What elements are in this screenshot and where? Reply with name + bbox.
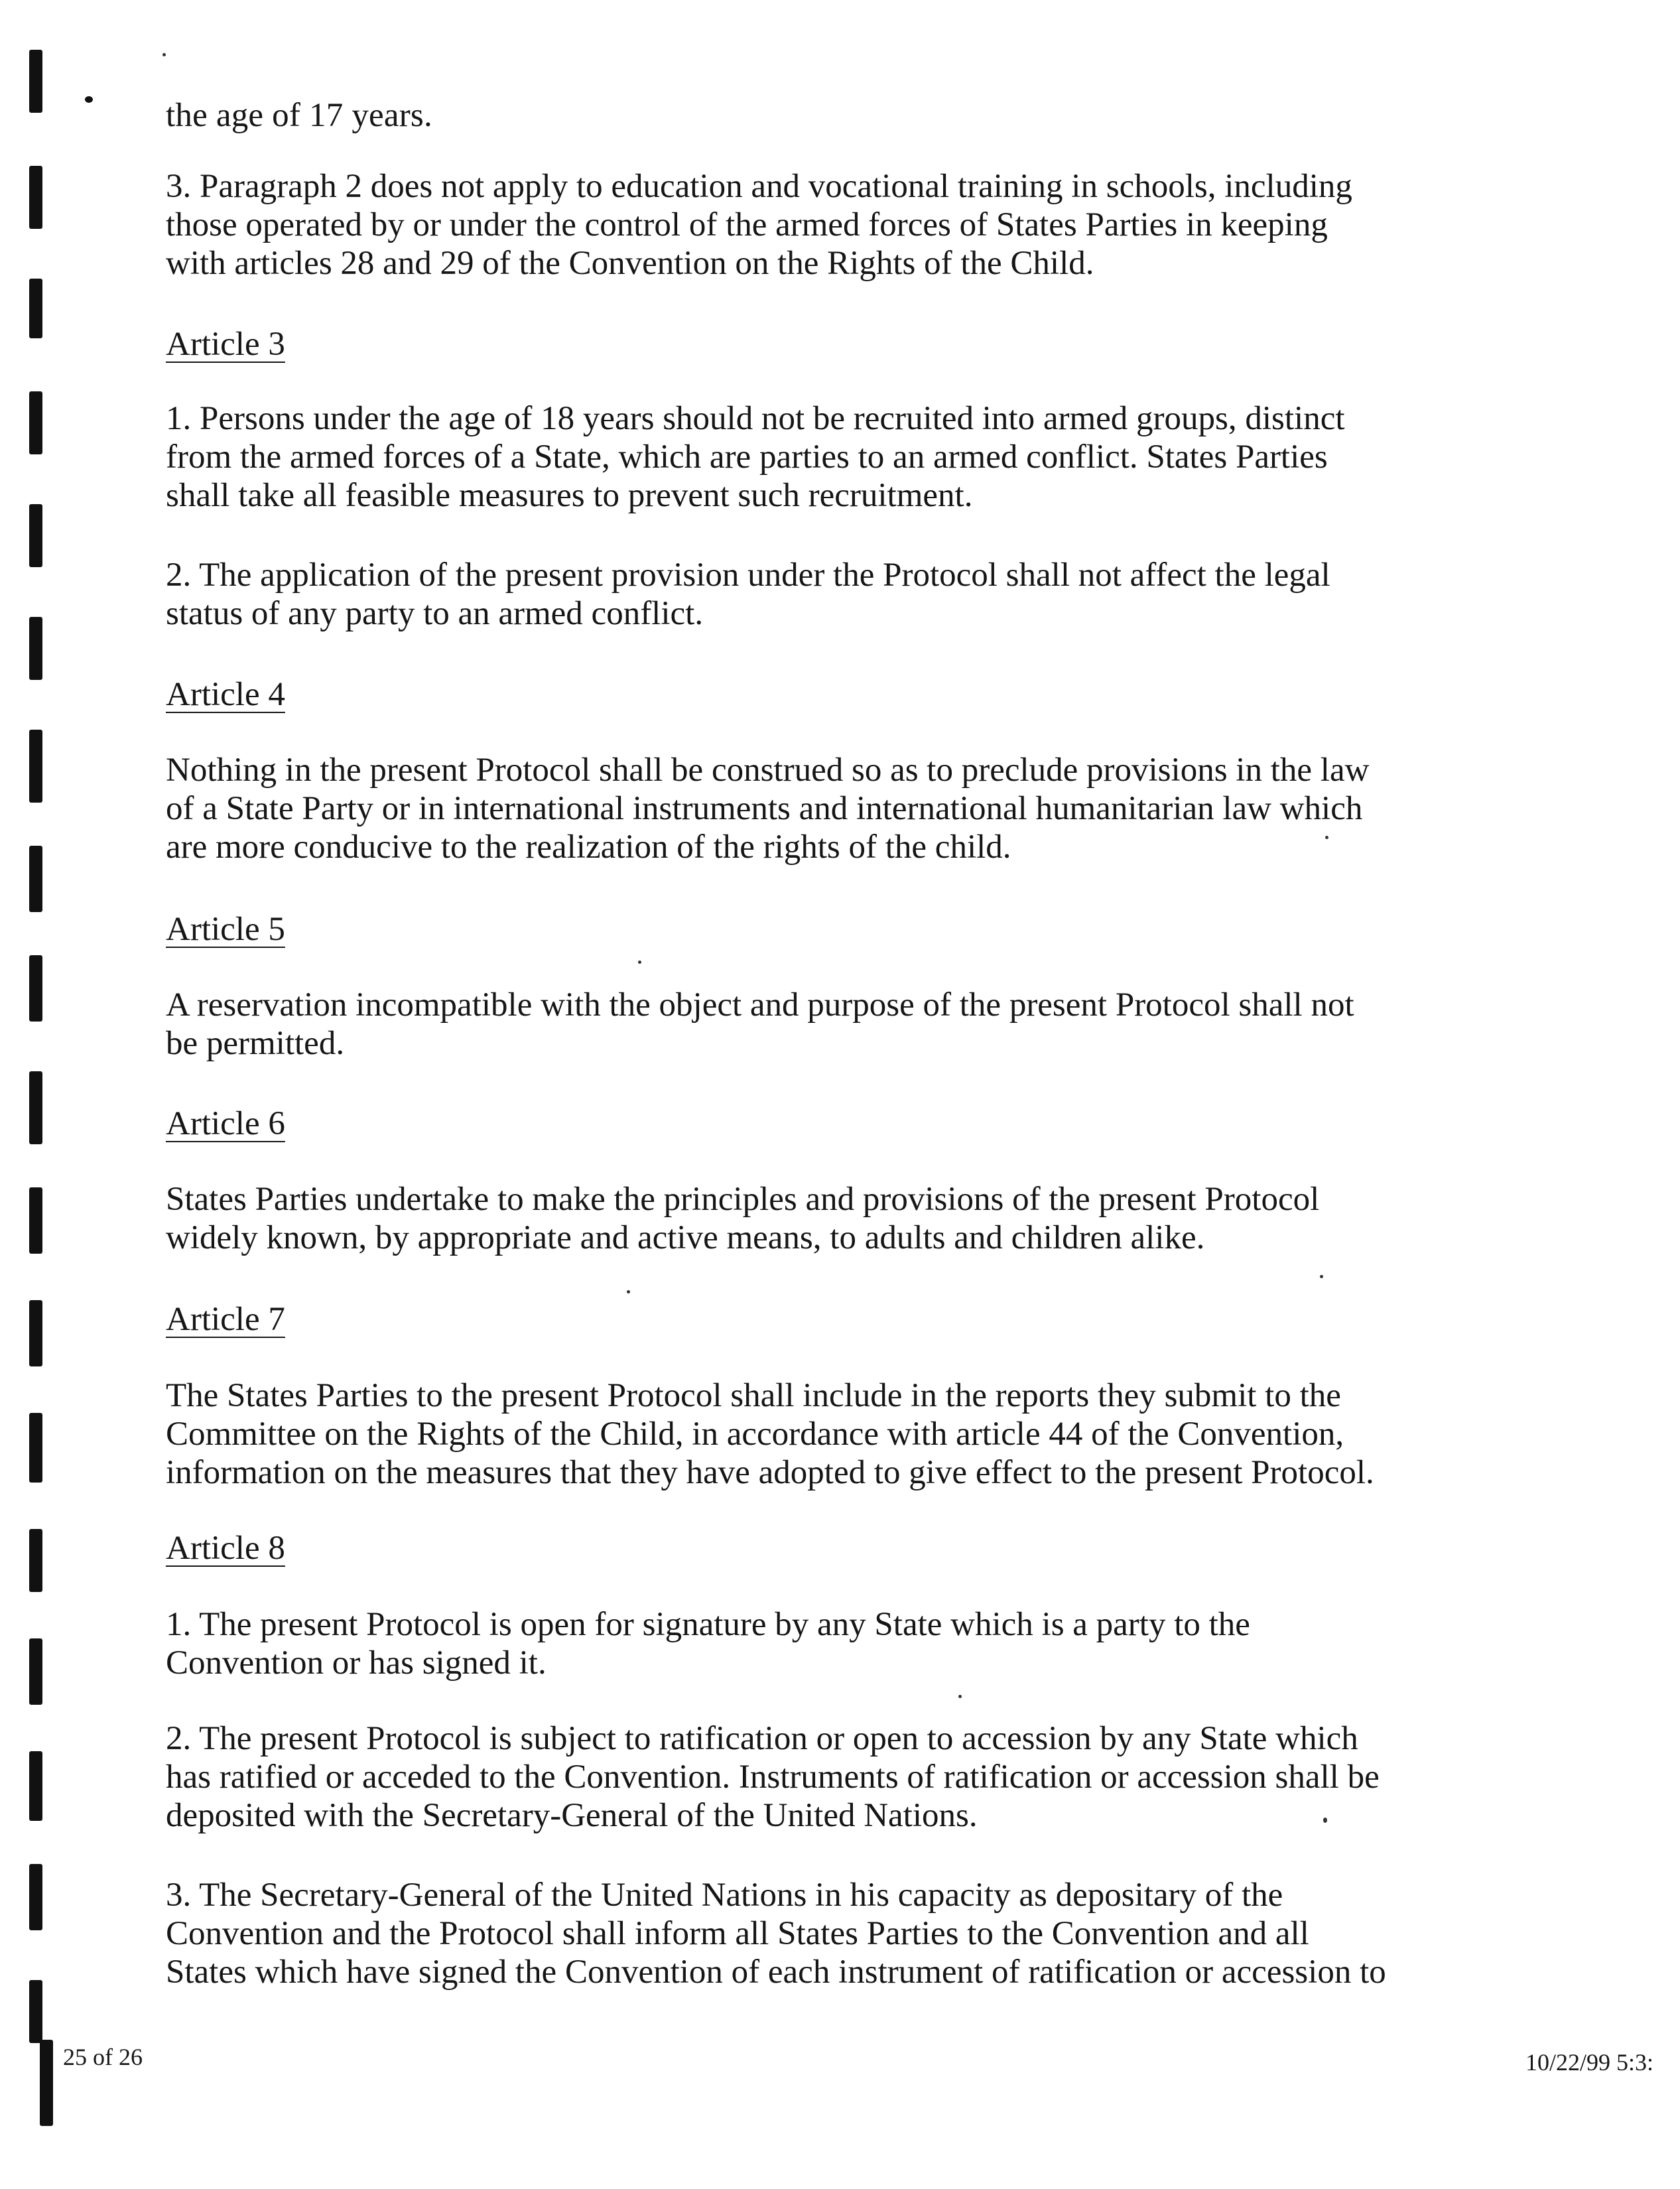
page-number: 25 of 26 <box>63 2044 143 2070</box>
scan-speck <box>1320 1275 1323 1278</box>
article-heading: Article 6 <box>166 1105 285 1142</box>
text-line: shall take all feasible measures to prevent such recruitment. <box>166 477 973 514</box>
paragraph <box>166 751 1612 866</box>
print-timestamp: 10/22/99 5:3: <box>1525 2049 1653 2076</box>
paragraph <box>166 1180 1612 1257</box>
binding-mark <box>29 1187 42 1254</box>
continuation-line: the age of 17 years. <box>166 97 432 134</box>
text-line: 3. The Secretary-General of the United Nations in his capacity as depositary of the <box>166 1877 1283 1914</box>
paragraph <box>166 1876 1612 1991</box>
text-line: of a State Party or in international instruments and international humanitarian law which <box>166 790 1363 827</box>
binding-mark <box>29 166 42 229</box>
text-line: widely known, by appropriate and active means, to adults and children alike. <box>166 1219 1205 1256</box>
paragraph <box>166 1376 1612 1492</box>
text-line: States Parties undertake to make the principles and provisions of the present Protocol <box>166 1181 1320 1218</box>
text-line: States which have signed the Convention of each instrument of ratification or accession to <box>166 1954 1386 1991</box>
paragraph <box>166 556 1612 633</box>
article-heading: Article 8 <box>166 1530 285 1567</box>
scan-speck <box>162 53 166 56</box>
binding-mark <box>29 1864 42 1930</box>
binding-mark <box>29 279 42 338</box>
text-line: deposited with the Secretary-General of the United Nations. <box>166 1797 978 1834</box>
text-line: status of any party to an armed conflict. <box>166 595 704 632</box>
binding-mark <box>29 1300 42 1366</box>
scan-speck <box>958 1695 962 1698</box>
text-line: Convention or has signed it. <box>166 1644 547 1682</box>
paragraph <box>166 167 1612 283</box>
binding-mark <box>40 2040 53 2126</box>
text-line: The States Parties to the present Protocol shall include in the reports they submit to the <box>166 1377 1341 1414</box>
text-line: information on the measures that they have adopted to give effect to the present Protocol. <box>166 1454 1374 1491</box>
article-heading: Article 7 <box>166 1301 285 1338</box>
text-line: has ratified or acceded to the Convention. Instruments of ratification or accession shall be <box>166 1758 1380 1796</box>
binding-mark <box>29 1638 42 1705</box>
text-line: Convention and the Protocol shall inform all States Parties to the Convention and all <box>166 1915 1309 1952</box>
binding-mark <box>29 730 42 803</box>
binding-mark <box>29 50 42 113</box>
text-line: are more conducive to the realization of the rights of the child. <box>166 829 1011 866</box>
binding-mark <box>29 1071 42 1144</box>
text-line: 2. The application of the present provision under the Protocol shall not affect the legal <box>166 557 1330 594</box>
text-line: A reservation incompatible with the object and purpose of the present Protocol shall not <box>166 986 1354 1024</box>
binding-mark <box>29 1751 42 1821</box>
binding-dot <box>85 96 93 103</box>
text-line: Nothing in the present Protocol shall be construed so as to preclude provisions in the law <box>166 752 1370 789</box>
scan-speck <box>627 1290 630 1294</box>
binding-mark <box>29 1529 42 1592</box>
paragraph <box>166 399 1612 515</box>
binding-mark <box>29 504 42 567</box>
article-heading: Article 3 <box>166 326 285 363</box>
paragraph <box>166 986 1612 1063</box>
text-line: from the armed forces of a State, which are parties to an armed conflict. States Parties <box>166 438 1328 476</box>
text-line: 1. The present Protocol is open for signature by any State which is a party to the <box>166 1606 1250 1643</box>
article-heading: Article 4 <box>166 676 285 713</box>
paragraph <box>166 1719 1612 1835</box>
binding-mark <box>29 617 42 680</box>
text-line: 3. Paragraph 2 does not apply to education and vocational training in schools, including <box>166 168 1352 205</box>
binding-mark <box>29 1980 42 2043</box>
text-line: be permitted. <box>166 1025 345 1062</box>
article-heading: Article 5 <box>166 911 285 948</box>
text-line: those operated by or under the control of the armed forces of States Parties in keeping <box>166 206 1328 243</box>
text-line: Committee on the Rights of the Child, in accordance with article 44 of the Convention, <box>166 1416 1344 1453</box>
text-line: with articles 28 and 29 of the Convention on the Rights of the Child. <box>166 245 1094 282</box>
text-line: 2. The present Protocol is subject to ratification or open to accession by any State which <box>166 1720 1358 1757</box>
binding-mark <box>29 846 42 912</box>
binding-mark <box>29 1413 42 1483</box>
binding-mark <box>29 955 42 1022</box>
paragraph <box>166 1605 1612 1682</box>
scan-speck <box>638 961 641 964</box>
text-line: 1. Persons under the age of 18 years should not be recruited into armed groups, distinct <box>166 400 1345 437</box>
binding-mark <box>29 391 42 454</box>
